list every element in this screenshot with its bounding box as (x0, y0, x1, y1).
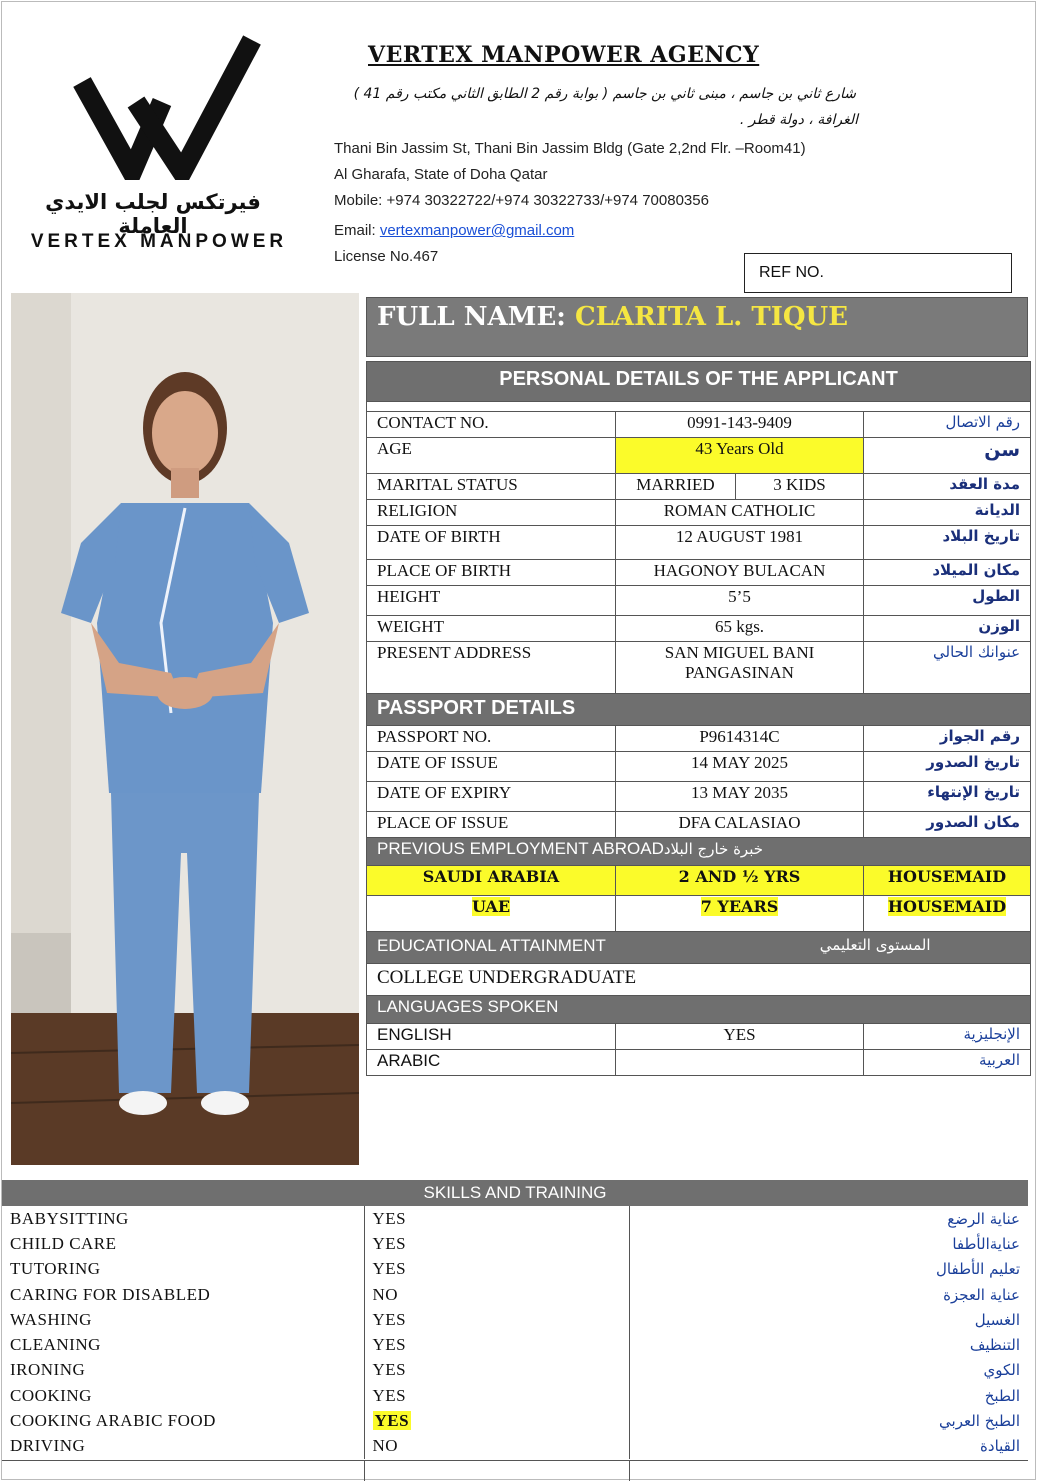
weight-label-ar: الوزن (864, 616, 1031, 642)
skill-value: NO (364, 1434, 629, 1459)
full-name-bar (366, 297, 1028, 357)
skill-value-highlight: YES (374, 1411, 410, 1431)
dob-value: 12 AUGUST 1981 (616, 526, 864, 560)
expiry-row (367, 782, 1031, 812)
address-row (367, 642, 1031, 694)
personal-details-title: PERSONAL DETAILS OF THE APPLICANT (367, 362, 1031, 402)
skill-row (2, 1206, 1028, 1231)
employment-country-text: UAE (471, 897, 511, 916)
skill-value: YES (364, 1383, 629, 1408)
religion-value: ROMAN CATHOLIC (616, 500, 864, 526)
skill-value (364, 1408, 629, 1433)
employment-row (367, 896, 1031, 932)
issue-row (367, 752, 1031, 782)
passport-no-label: PASSPORT NO. (367, 726, 616, 752)
pob-label: PLACE OF BIRTH (367, 560, 616, 586)
logo-english-text: VERTEX MANPOWER (30, 231, 288, 252)
address-line-2: PANGASINAN (685, 663, 794, 682)
place-issue-row (367, 812, 1031, 838)
skill-label: CHILD CARE (2, 1231, 364, 1256)
kids-value: 3 KIDS (736, 474, 864, 500)
skills-table-empty-row (2, 1460, 1028, 1481)
pob-row (367, 560, 1031, 586)
address-label: PRESENT ADDRESS (367, 642, 616, 694)
height-value: 5’5 (616, 586, 864, 616)
skill-label-ar: تعليم الأطفال (936, 1260, 1020, 1279)
pob-label-ar: مكان الميلاد (864, 560, 1031, 586)
employment-position-text: HOUSEMAID (887, 897, 1007, 916)
weight-value: 65 kgs. (616, 616, 864, 642)
skill-label: CLEANING (2, 1332, 364, 1357)
skill-value: NO (364, 1282, 629, 1307)
employment-duration-text: 7 YEARS (700, 897, 779, 916)
agency-name: VERTEX MANPOWER AGENCY (368, 42, 760, 68)
skill-label-ar: التنظيف (969, 1336, 1020, 1355)
employment-position (864, 896, 1031, 932)
skill-label-ar: عناية العجزة (943, 1285, 1020, 1304)
skill-value: YES (364, 1332, 629, 1357)
employment-country (367, 896, 616, 932)
address-label-ar: عنوانك الحالي (864, 642, 1031, 694)
skill-label: DRIVING (2, 1434, 364, 1459)
skill-label-ar: الطبخ العربي (939, 1412, 1020, 1431)
age-label: AGE (367, 438, 616, 474)
skill-label: TUTORING (2, 1257, 364, 1282)
vertex-w-logo-icon (70, 30, 270, 180)
skill-value: YES (364, 1307, 629, 1332)
english-value: YES (616, 1024, 864, 1050)
marital-value: MARRIED (616, 474, 736, 500)
dob-label-ar: تاريخ البلاد (864, 526, 1031, 560)
language-row (367, 1050, 1031, 1076)
passport-section-title: PASSPORT DETAILS (367, 694, 1031, 726)
issue-value: 14 MAY 2025 (616, 752, 864, 782)
skill-label-ar: الغسيل (974, 1310, 1020, 1329)
skill-value: YES (364, 1231, 629, 1256)
age-value: 43 Years Old (616, 438, 864, 474)
age-label-ar: سن (864, 438, 1031, 474)
education-value: COLLEGE UNDERGRADUATE (367, 964, 1031, 996)
full-name-label: FULL NAME: (377, 302, 575, 332)
height-label-ar: الطول (864, 586, 1031, 616)
passport-no-value: P9614314C (616, 726, 864, 752)
ref-no-box (744, 253, 1012, 293)
contact-value: 0991-143-9409 (616, 412, 864, 438)
address-arabic-line-2: الغرافة ، دولة قطر . (739, 112, 858, 128)
expiry-label: DATE OF EXPIRY (367, 782, 616, 812)
languages-section-title: LANGUAGES SPOKEN (367, 996, 1031, 1024)
weight-row (367, 616, 1031, 642)
skills-table (2, 1206, 1028, 1459)
age-row (367, 438, 1031, 474)
logo-arabic-text: فيرتكس لجلب الايدي العاملة (45, 190, 261, 238)
skill-label: BABYSITTING (2, 1206, 364, 1231)
education-section-title (367, 932, 1031, 964)
skill-label: WASHING (2, 1307, 364, 1332)
email-line (334, 222, 574, 239)
place-issue-label: PLACE OF ISSUE (367, 812, 616, 838)
english-label-ar: الإنجليزية (864, 1024, 1031, 1050)
religion-label-ar: الديانة (864, 500, 1031, 526)
passport-no-label-ar: رقم الجواز (864, 726, 1031, 752)
issue-label: DATE OF ISSUE (367, 752, 616, 782)
arabic-label-ar: العربية (864, 1050, 1031, 1076)
expiry-value: 13 MAY 2035 (616, 782, 864, 812)
skill-row (2, 1282, 1028, 1307)
personal-details-table (366, 361, 1031, 1076)
height-label: HEIGHT (367, 586, 616, 616)
license-number: License No.467 (334, 248, 439, 265)
skill-value: YES (364, 1257, 629, 1282)
employment-section-title (367, 838, 1031, 866)
language-row (367, 1024, 1031, 1050)
address-value (616, 642, 864, 694)
expiry-label-ar: تاريخ الإنتهاء (864, 782, 1031, 812)
skill-row (2, 1383, 1028, 1408)
skill-value: YES (364, 1358, 629, 1383)
skill-label: IRONING (2, 1358, 364, 1383)
height-row (367, 586, 1031, 616)
marital-row (367, 474, 1031, 500)
skill-label-ar: الطبخ (984, 1386, 1020, 1405)
passport-no-row (367, 726, 1031, 752)
employment-title-ar: خبرة خارج البلاد (663, 840, 764, 858)
contact-label: CONTACT NO. (367, 412, 616, 438)
employment-title: PREVIOUS EMPLOYMENT ABROAD (377, 839, 664, 858)
education-title-ar: المستوى التعليمي (819, 936, 931, 954)
skill-row (2, 1408, 1028, 1433)
skill-row (2, 1257, 1028, 1282)
employment-duration: 2 AND ½ YRS (616, 866, 864, 896)
pob-value: HAGONOY BULACAN (616, 560, 864, 586)
skill-row (2, 1434, 1028, 1459)
skill-row (2, 1358, 1028, 1383)
skill-label-ar: القيادة (980, 1437, 1020, 1456)
place-issue-value: DFA CALASIAO (616, 812, 864, 838)
email-link[interactable]: vertexmanpower@gmail.com (379, 222, 575, 239)
english-label: ENGLISH (367, 1024, 616, 1050)
address-english-line-1: Thani Bin Jassim St, Thani Bin Jassim Bldg (Gate 2,2nd Flr. –Room41) (334, 140, 806, 157)
contact-label-ar: رقم الاتصال (864, 412, 1031, 438)
skill-label: CARING FOR DISABLED (2, 1282, 364, 1307)
full-name-value: CLARITA L. TIQUE (574, 302, 849, 332)
mobile-numbers: Mobile: +974 30322722/+974 30322733/+974 70080356 (334, 192, 709, 209)
arabic-label: ARABIC (367, 1050, 616, 1076)
education-title: EDUCATIONAL ATTAINMENT (377, 936, 606, 955)
skill-row (2, 1231, 1028, 1256)
issue-label-ar: تاريخ الصدور (864, 752, 1031, 782)
skill-label: COOKING ARABIC FOOD (2, 1408, 364, 1433)
marital-label: MARITAL STATUS (367, 474, 616, 500)
address-arabic-line-1: شارع ثاني بن جاسم ، مبنى ثاني بن جاسم ( بوابة رقم 2 الطابق الثاني مكتب رقم 41 ) (353, 86, 856, 102)
employment-position: HOUSEMAID (864, 866, 1031, 896)
skill-row (2, 1307, 1028, 1332)
skill-label-ar: عنايةالأطفا (952, 1234, 1020, 1253)
applicant-photo (11, 293, 359, 1165)
contact-row (367, 412, 1031, 438)
arabic-value (616, 1050, 864, 1076)
address-line-1: SAN MIGUEL BANI (664, 643, 815, 662)
email-label: Email: (334, 222, 380, 239)
weight-label: WEIGHT (367, 616, 616, 642)
skills-section-title: SKILLS AND TRAINING (2, 1180, 1028, 1206)
address-english-line-2: Al Gharafa, State of Doha Qatar (334, 166, 548, 183)
skill-label: COOKING (2, 1383, 364, 1408)
place-issue-label-ar: مكان الصدور (864, 812, 1031, 838)
religion-label: RELIGION (367, 500, 616, 526)
employment-row (367, 866, 1031, 896)
skill-label-ar: الكوي (983, 1361, 1020, 1380)
religion-row (367, 500, 1031, 526)
marital-label-ar: مدة العقد (864, 474, 1031, 500)
skill-label-ar: عناية الرضع (947, 1209, 1020, 1228)
skill-row (2, 1332, 1028, 1357)
skill-value: YES (364, 1206, 629, 1231)
dob-row (367, 526, 1031, 560)
dob-label: DATE OF BIRTH (367, 526, 616, 560)
employment-country: SAUDI ARABIA (367, 866, 616, 896)
ref-no-label: REF NO. (759, 264, 824, 281)
employment-duration (616, 896, 864, 932)
